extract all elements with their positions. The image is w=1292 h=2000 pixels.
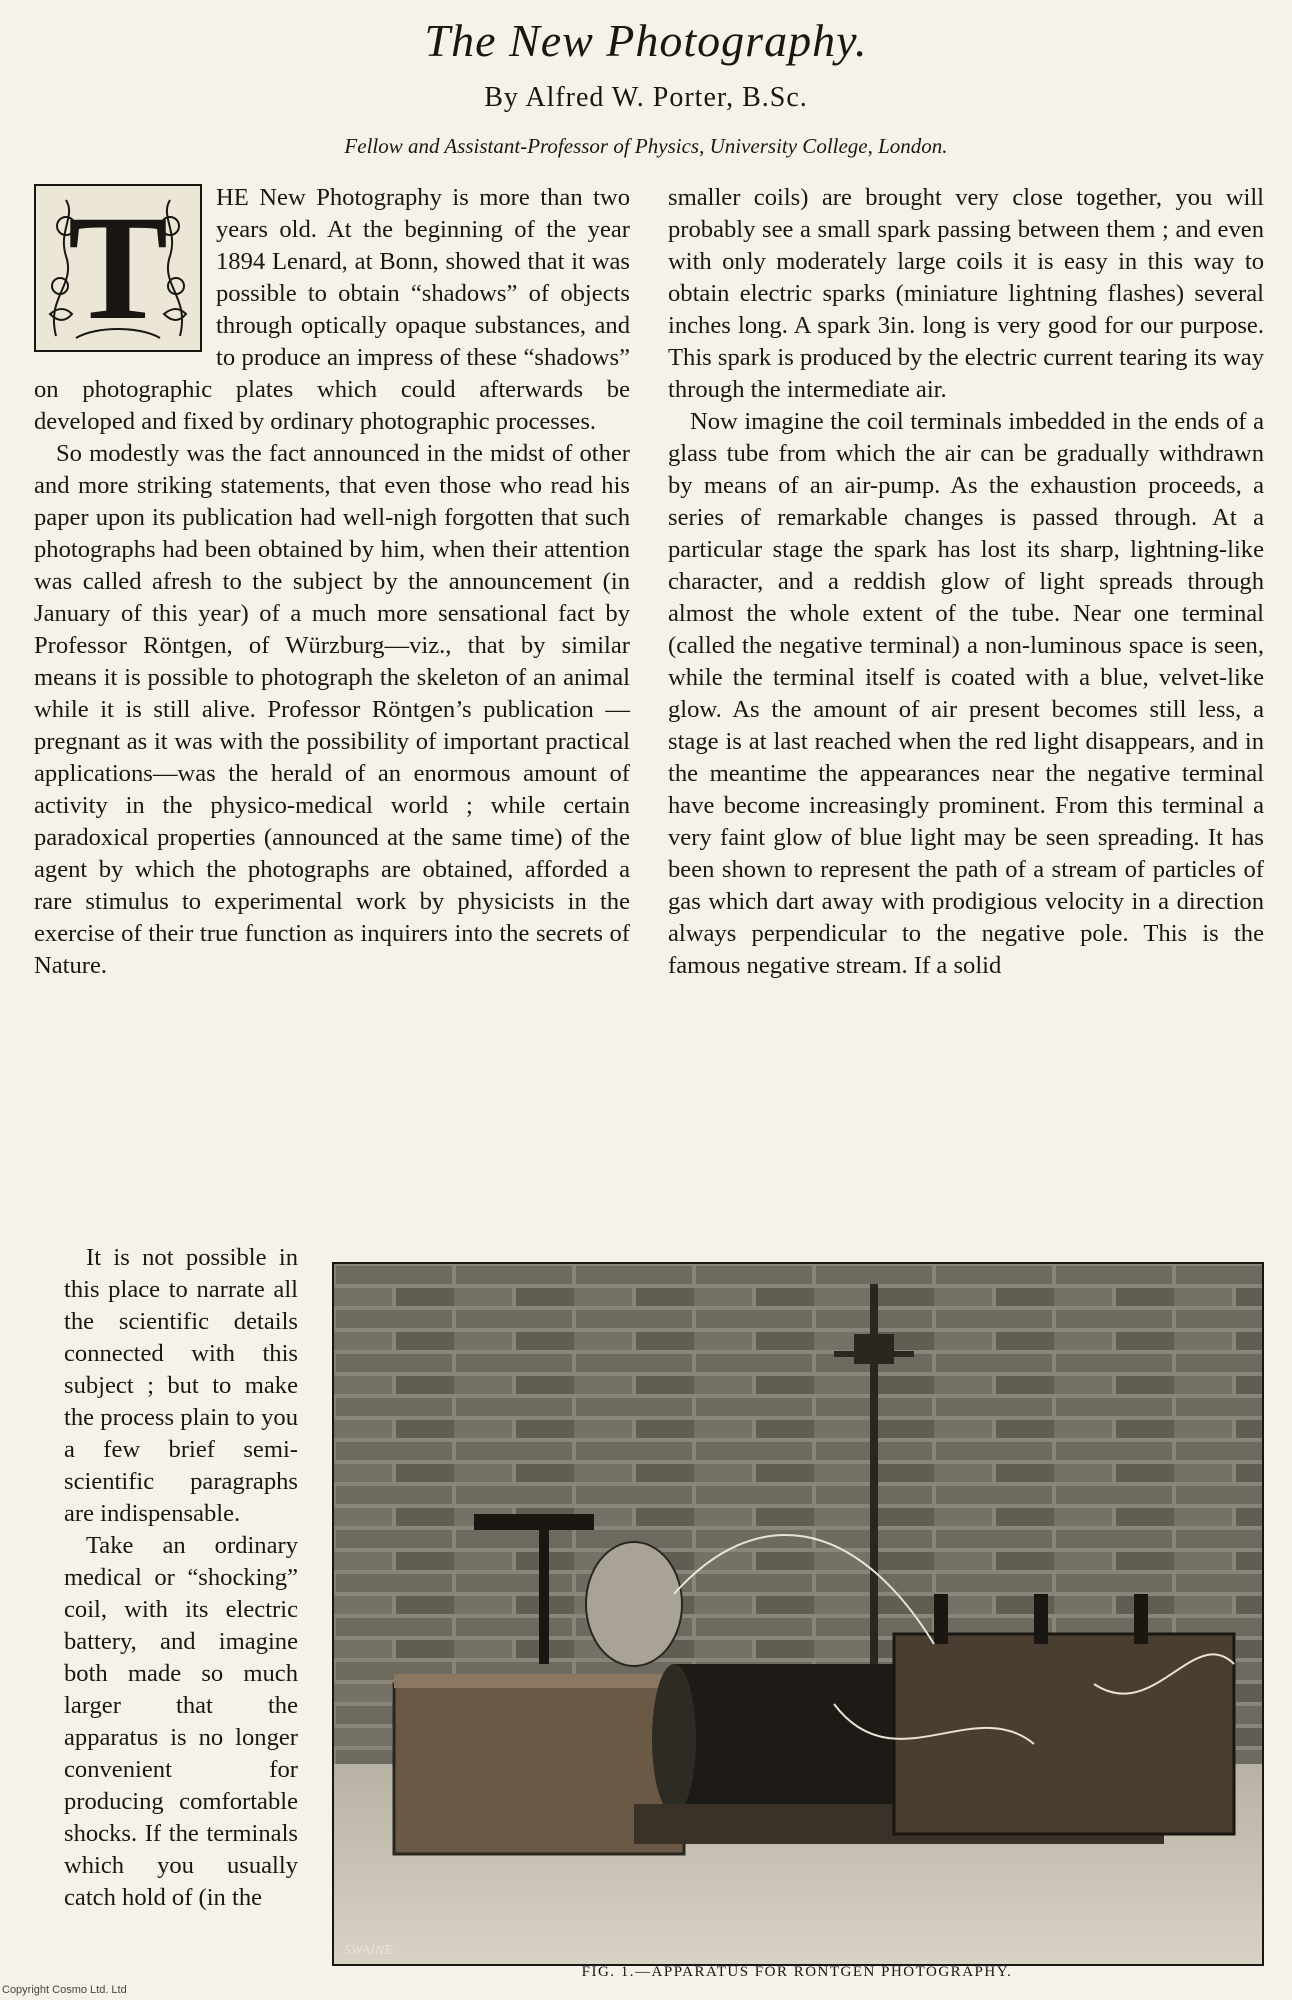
narrow-column [64,1242,298,1914]
figure-caption [332,1964,1262,1981]
paragraph: It is not possible in this place to narrate all the scientific details connected with this subject ; but to make the process plain to you a few brief semi-scientific paragraphs are indispensable. [64,1244,298,1527]
drop-cap-ornament [34,184,202,352]
left-column [34,182,630,982]
figure-caption-text: FIG. 1.—APPARATUS FOR RÖNTGEN PHOTOGRAPHY. [581,1964,1013,1980]
author-byline: By Alfred W. Porter, B.Sc. [484,82,808,113]
paragraph: smaller coils) are brought very close together, you will probably see a small spark passing between them ; and even with only moderately large coils it is easy in this way to obtain electric sparks (miniature lightning flashes) several inches long. A spark 3in. long is very good for our purpose. This spark is produced by the electric current tearing its way through the intermediate air. [668,184,1264,403]
author-affiliation: Fellow and Assistant-Professor of Physics, University College, London. [344,134,948,158]
paragraph: So modestly was the fact announced in the midst of other and more striking statements, that even those who read his paper upon its publication had well-nigh forgotten that such photographs had been obtained by him, when their attention was called afresh to the subject by the announcement (in January of this year) of a much more sensational fact by Professor Röntgen, of Würzburg—viz., that by similar means it is possible to photograph the skeleton of an animal while it is still alive. Professor Röntgen’s publication —pregnant as it was with the possibility of important practical applications—was the herald of an enormous amount of activity in the physico-medical world ; while certain paradoxical properties (announced at the same time) of the agent by which the photographs are obtained, afforded a rare stimulus to experimental work by physicists in the exercise of their true function as inquirers into the secrets of Nature. [34,440,630,979]
article-title: The New Photography. [424,15,868,66]
paragraph: Take an ordinary medical or “shocking” coil, with its electric battery, and imagine both made so much larger that the apparatus is no longer convenient for producing comfortable shocks. If the terminals which you usually catch hold of (in the [64,1532,298,1911]
paragraph: Now imagine the coil terminals imbedded in the ends of a glass tube from which the air can be gradually withdrawn by means of an air-pump. As the exhaustion proceeds, a series of remarkable changes is passed through. At a particular stage the spark has lost its sharp, lightning-like character, and a reddish glow of light spreads through almost the whole extent of the tube. Near one terminal (called the negative terminal) a non-luminous space is seen, while the terminal itself is coated with a blue, velvet-like glow. As the amount of air present becomes still less, a stage is at last reached when the red light disappears, and in the meantime the appearances near the negative terminal have become increasingly prominent. From this terminal a very faint glow of blue light may be seen spreading. It has been shown to represent the path of a stream of particles of gas which dart away with prodigious velocity in a direction always perpendicular to the negative pole. This is the famous negative stream. If a solid [668,408,1264,979]
drop-cap-letter: T [67,185,169,351]
right-column [668,182,1264,982]
figure-photograph [332,1262,1264,1966]
engraver-signature: SWAINE [344,1943,393,1958]
copyright-credit: Copyright Cosmo Ltd. Ltd [2,1984,127,1996]
apparatus-photo-icon [334,1264,1262,1964]
paragraph: HE New Photography is more than two years old. At the beginning of the year 1894 Lenard, at Bonn, showed that it was possible to obtain “shadows” of objects through optically opaque substances, and to produce an impress of these “shadows” on photographic plates which could afterwards be developed and fixed by ordinary photographic processes. [34,184,630,435]
